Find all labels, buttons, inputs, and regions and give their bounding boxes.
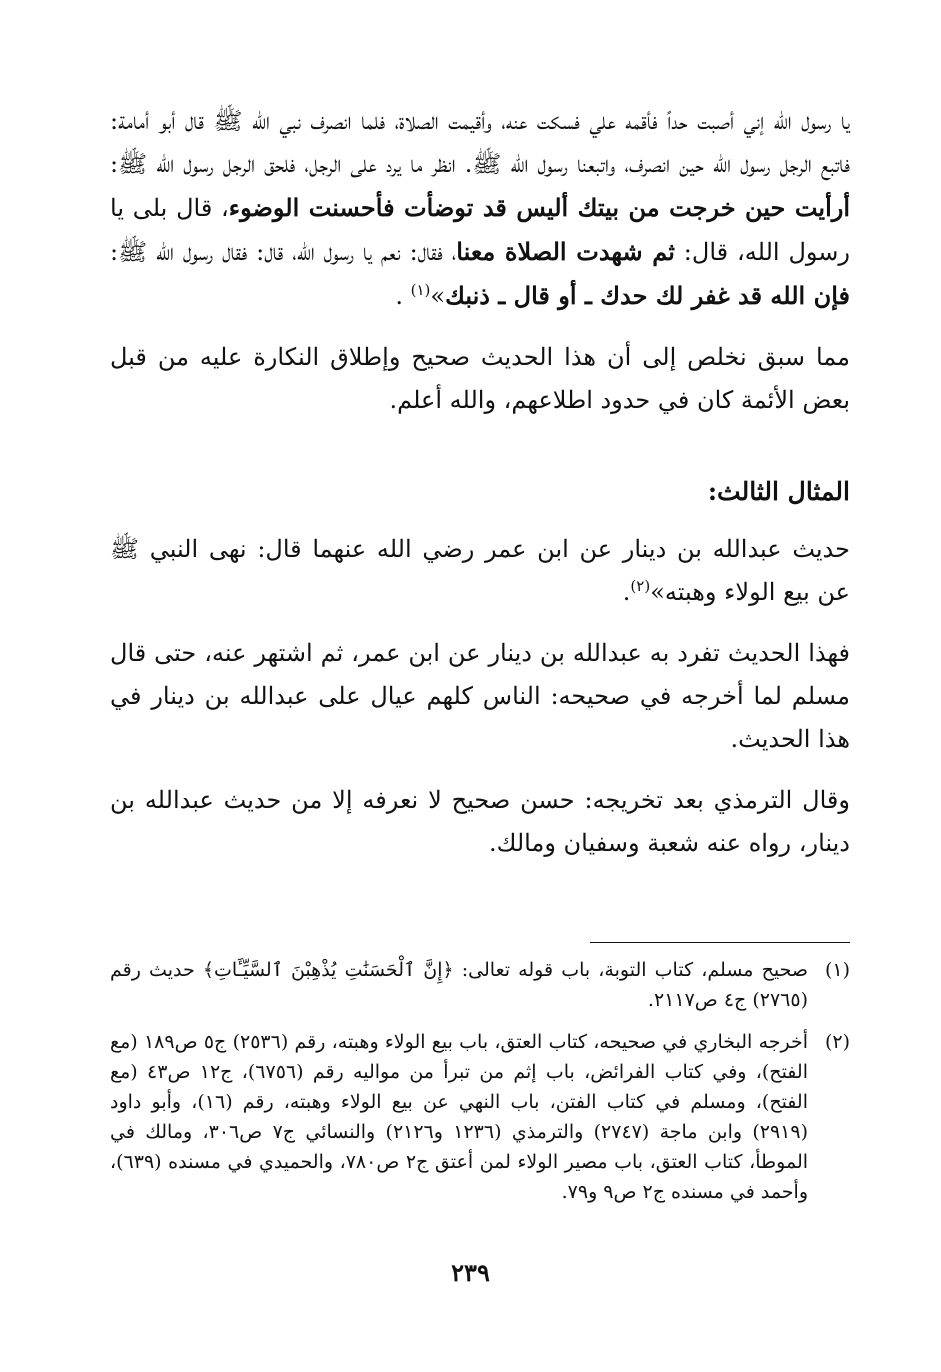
footnote (110, 1027, 850, 1207)
bold-quote: أرأيت حين خرجت من بيتك أليس قد توضأت فأحسنت الوضوء (228, 193, 850, 222)
text-run: حديث عبدالله بن دينار عن ابن عمر رضي الله عنهما قال: نهى النبي ﷺ عن بيع الولاء وهبته» (110, 535, 850, 606)
footnote-number: (٢) (824, 1031, 850, 1053)
section-title: المثال الثالث: (707, 477, 850, 506)
footnote-ref-1: (١) (410, 281, 431, 299)
footnote-ref-2: (٢) (630, 577, 651, 595)
text-run: » (430, 282, 446, 310)
footnotes (110, 955, 850, 1219)
footnote-number: (١) (824, 959, 850, 981)
text-run: ، فقال: نعم يا رسول الله، قال: فقال رسول الله ﷺ: (110, 238, 457, 266)
text-run: . (395, 282, 411, 310)
text-run: يا رسول الله إني أصبت حداً فأقمه علي فسكت عنه، وأقيمت الصلاة، فلما انصرف نبي الله ﷺ قال أبو أمامة: فاتبع الرجل رسول الله حين انصرف، واتبعنا رسول الله ﷺ. انظر ما يرد على الرجل، فلحق الرجل رسول الله ﷺ: (110, 107, 850, 178)
footnote (110, 955, 850, 1015)
paragraph-tirmidhi: وقال الترمذي بعد تخريجه: حسن صحيح لا نعرفه إلا من حديث عبدالله بن دينار، رواه عنه شعبة وسفيان ومالك. (110, 786, 850, 857)
bold-quote: فإن الله قد غفر لك حدك ـ أو قال ـ ذنبك (445, 281, 850, 310)
footnote-separator (590, 942, 850, 943)
text-run: ، قال بلى يا رسول الله، قال: (110, 194, 850, 266)
text-run: . (622, 578, 631, 606)
paragraph-conclusion: مما سبق نخلص إلى أن هذا الحديث صحيح وإطلاق النكارة عليه من قبل بعض الأئمة كان في حدود اطلاعهم، والله أعلم. (110, 343, 850, 414)
footnote-text: صحيح مسلم، كتاب التوبة، باب قوله تعالى: ﴿إِنَّ ٱلْحَسَنَٰتِ يُذْهِبْنَ ٱلسَّيِّـَٔاتِ﴾ حديث رقم (٢٧٦٥) ج٤ ص٢١١٧. (110, 959, 808, 1011)
footnote-text: أخرجه البخاري في صحيحه، كتاب العتق، باب بيع الولاء وهبته، رقم (٢٥٣٦) ج٥ ص١٨٩ (مع الفتح)، وفي كتاب الفرائض، باب إثم من تبرأ من مواليه رقم (٦٧٥٦)، ج١٢ ص٤٣ (مع الفتح)، ومسلم في كتاب الفتن، باب النهي عن بيع الولاء وهبته، رقم (١٦)، وأبو داود (٢٩١٩) وابن ماجة (٢٧٤٧) والترمذي (١٢٣٦ و٢١٢٦) والنسائي ج٧ ص٣٠٦، ومالك في الموطأ، كتاب العتق، باب مصير الولاء لمن أعتق ج٢ ص٧٨٠، والحميدي في مسنده (٦٣٩)، وأحمد في مسنده ج٢ ص٩ و٧٩. (110, 1031, 809, 1203)
paragraph-hadith-continuation (110, 100, 850, 318)
paragraph-hadith-three (110, 528, 850, 614)
bold-quote: ثم شهدت الصلاة معنا (456, 237, 675, 266)
main-text (110, 100, 850, 865)
page-number: ٢٣٩ (451, 1258, 490, 1287)
paragraph-tafarrud: فهذا الحديث تفرد به عبدالله بن دينار عن ابن عمر، ثم اشتهر عنه، حتى قال مسلم لما أخرجه في صحيحه: الناس كلهم عيال على عبدالله بن دينار في هذا الحديث. (110, 639, 850, 753)
